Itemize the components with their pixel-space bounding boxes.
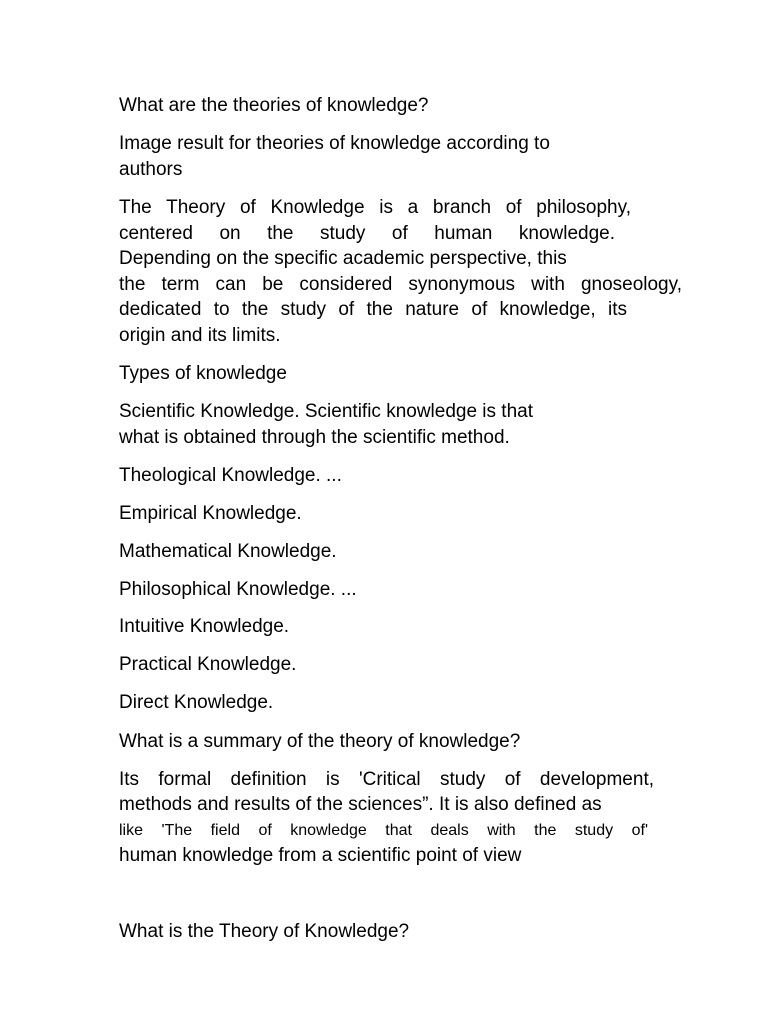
definition-line-1: The Theory of Knowledge is a branch of philosophy,	[119, 197, 631, 218]
type-empirical-knowledge: Empirical Knowledge.	[119, 503, 302, 524]
definition-line-4: the term can be considered synonymous with gnoseology,	[119, 274, 682, 295]
type-intuitive-knowledge: Intuitive Knowledge.	[119, 616, 290, 637]
definition-line-3: Depending on the specific academic perspective, this	[119, 248, 567, 269]
types-of-knowledge-heading: Types of knowledge	[119, 363, 287, 384]
definition-line-5: dedicated to the study of the nature of knowledge, its	[119, 299, 627, 320]
formal-definition-line-1: Its formal definition is 'Critical study of development,	[119, 769, 654, 790]
type-direct-knowledge: Direct Knowledge.	[119, 692, 274, 713]
type-philosophical-knowledge: Philosophical Knowledge. ...	[119, 579, 357, 600]
type-practical-knowledge: Practical Knowledge.	[119, 654, 297, 675]
image-result-line-2: authors	[119, 159, 183, 180]
summary-heading: What is a summary of the theory of knowledge?	[119, 731, 521, 752]
formal-definition-line-3: like 'The field of knowledge that deals with the study of'	[119, 822, 648, 839]
formal-definition-line-4: human knowledge from a scientific point of view	[119, 845, 522, 866]
scientific-knowledge-line-2: what is obtained through the scientific method.	[119, 427, 510, 448]
formal-definition-line-2: methods and results of the sciences”. It is also defined as	[119, 794, 602, 815]
scientific-knowledge-line-1: Scientific Knowledge. Scientific knowledge is that	[119, 401, 534, 422]
definition-line-6: origin and its limits.	[119, 325, 281, 346]
heading-theories-of-knowledge: What are the theories of knowledge?	[119, 95, 429, 116]
definition-line-2: centered on the study of human knowledge.	[119, 223, 615, 244]
type-theological-knowledge: Theological Knowledge. ...	[119, 465, 342, 486]
image-result-line-1: Image result for theories of knowledge according to	[119, 133, 550, 154]
final-heading-theory-of-knowledge: What is the Theory of Knowledge?	[119, 921, 410, 942]
type-mathematical-knowledge: Mathematical Knowledge.	[119, 541, 337, 562]
